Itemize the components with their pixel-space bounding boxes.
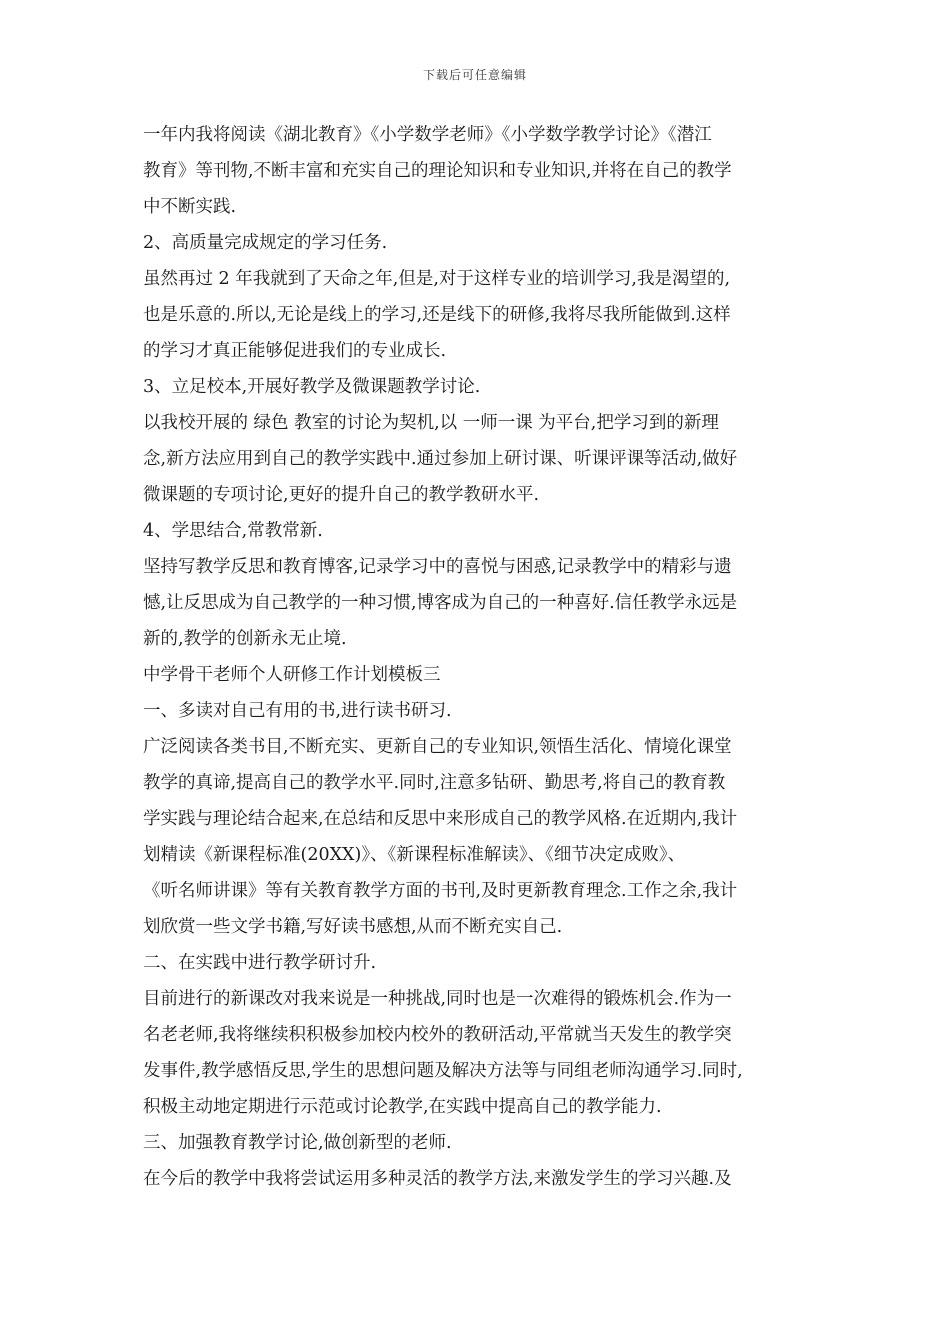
section-heading: 2、高质量完成规定的学习任务. — [143, 233, 388, 253]
text-line: 教育》等刊物,不断丰富和充实自己的理论知识和专业知识,并将在自己的教学 — [143, 161, 732, 181]
text-line: 目前进行的新课改对我来说是一种挑战,同时也是一次难得的锻炼机会.作为一 — [143, 989, 732, 1009]
text-line: 憾,让反思成为自己教学的一种习惯,博客成为自己的一种喜好.信任教学永远是 — [143, 593, 738, 613]
document-body — [143, 117, 809, 1197]
text-line: 念,新方法应用到自己的教学实践中.通过参加上研讨课、听课评课等活动,做好 — [143, 449, 738, 469]
text-line: 教学的真谛,提高自己的教学水平.同时,注意多钻研、勤思考,将自己的教育教 — [143, 773, 726, 793]
section-heading: 4、学思结合,常教常新. — [143, 521, 323, 541]
section-heading: 3、立足校本,开展好教学及微课题教学讨论. — [143, 377, 481, 397]
text-line: 广泛阅读各类书目,不断充实、更新自己的专业知识,领悟生活化、情境化课堂 — [143, 737, 732, 757]
text-line: 新的,教学的创新永无止境. — [143, 629, 347, 649]
text-line: 的学习才真正能够促进我们的专业成长. — [143, 341, 447, 361]
text-line: 学实践与理论结合起来,在总结和反思中来形成自己的教学风格.在近期内,我计 — [143, 809, 738, 829]
text-line: 也是乐意的.所以,无论是线上的学习,还是线下的研修,我将尽我所能做到.这样 — [143, 305, 731, 325]
text-line: 以我校开展的 绿色 教室的讨论为契机,以 一师一课 为平台,把学习到的新理 — [143, 413, 719, 433]
document-title: 中学骨干老师个人研修工作计划模板三 — [143, 665, 441, 685]
section-heading: 一、多读对自己有用的书,进行读书研习. — [143, 701, 452, 721]
text-line: 一年内我将阅读《湖北教育》《小学数学老师》《小学数学教学讨论》《潜江 — [143, 125, 712, 145]
text-line: 名老老师,我将继续积积极参加校内校外的教研活动,平常就当天发生的教学突 — [143, 1025, 732, 1045]
text-line: 微课题的专项讨论,更好的提升自己的教学教研水平. — [143, 485, 540, 505]
text-line: 虽然再过 2 年我就到了天命之年,但是,对于这样专业的培训学习,我是渴望的, — [143, 269, 731, 289]
text-line: 《听名师讲课》等有关教育教学方面的书刊,及时更新教育理念.工作之余,我计 — [143, 881, 738, 901]
text-line: 在今后的教学中我将尝试运用多种灵活的教学方法,来激发学生的学习兴趣.及 — [143, 1169, 732, 1189]
text-line: 划精读《新课程标准(20XX)》、《新课程标准解读》、《细节决定成败》、 — [143, 845, 686, 865]
text-line: 发事件,教学感悟反思,学生的思想问题及解决方法等与同组老师沟通学习.同时, — [143, 1061, 743, 1081]
text-line: 划欣赏一些文学书籍,写好读书感想,从而不断充实自己. — [143, 917, 563, 937]
text-line: 中不断实践. — [143, 197, 237, 217]
section-heading: 三、加强教育教学讨论,做创新型的老师. — [143, 1133, 452, 1153]
text-line: 积极主动地定期进行示范或讨论教学,在实践中提高自己的教学能力. — [143, 1097, 662, 1117]
section-heading: 二、在实践中进行教学研讨升. — [143, 953, 377, 973]
text-line: 坚持写教学反思和教育博客,记录学习中的喜悦与困惑,记录教学中的精彩与遗 — [143, 557, 732, 577]
page-header: 下载后可任意编辑 — [422, 68, 527, 82]
